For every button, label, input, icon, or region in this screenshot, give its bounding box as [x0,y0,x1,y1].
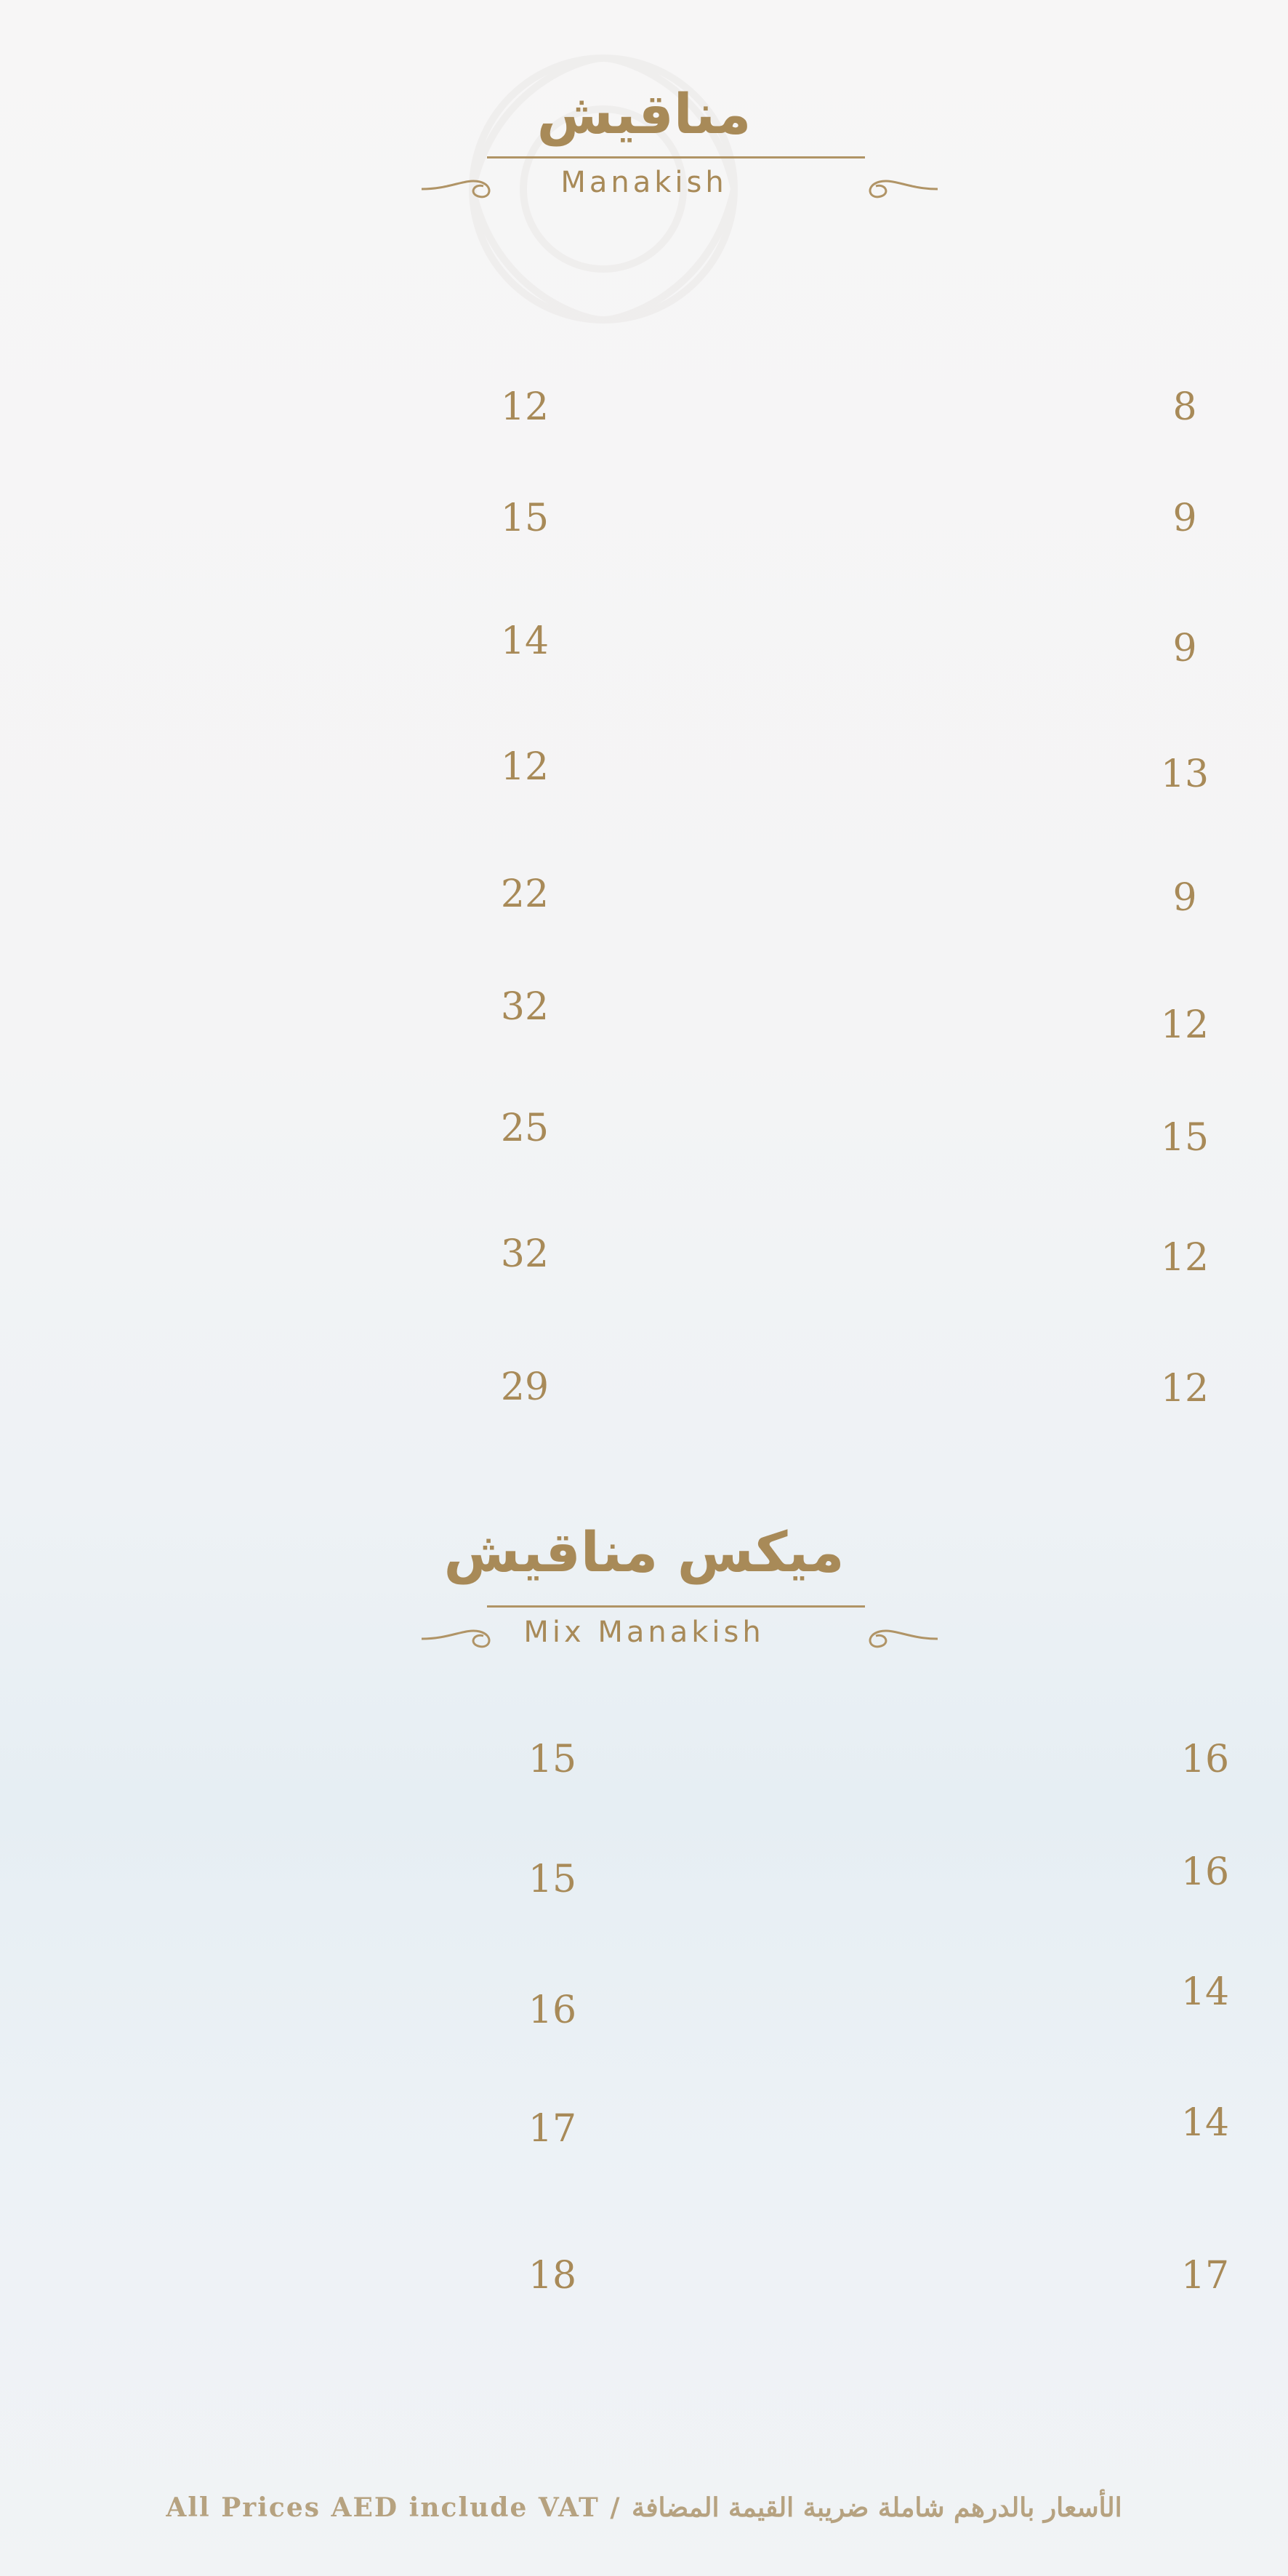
section-subtitle-en: Manakish [560,166,728,199]
item-price: 29 [500,1365,550,1409]
right-swirl-ornament [858,1624,938,1653]
right-swirl-ornament [858,174,938,204]
left-swirl-ornament [422,174,502,204]
section-title-ar: مناقيش [536,81,752,146]
item-price: 14 [1180,1970,1230,2014]
item-price: 16 [1180,1738,1230,1781]
title-divider [487,156,865,159]
item-price: 25 [500,1107,550,1150]
item-price: 9 [1172,627,1197,670]
title-divider [487,1605,865,1608]
item-price: 17 [1180,2254,1230,2298]
floral-background-ornament [276,0,930,436]
item-price: 9 [1172,876,1197,920]
item-price: 32 [500,985,550,1029]
item-price: 18 [528,2254,577,2298]
item-price: 13 [1160,753,1209,796]
item-price: 16 [1180,1850,1230,1894]
section-title-mix-manakish [0,1520,1288,1585]
item-price: 14 [1180,2101,1230,2145]
section-title-ar: ميكس مناقيش [443,1520,845,1584]
item-price: 15 [1160,1116,1209,1160]
section-subtitle-en: Mix Manakish [523,1616,765,1649]
item-price: 22 [500,872,550,916]
item-price: 12 [500,745,550,789]
item-price: 15 [528,1858,577,1901]
item-price: 12 [500,385,550,429]
item-price: 12 [1160,1367,1209,1411]
item-price: 16 [528,1989,577,2032]
item-price: 9 [1172,497,1197,540]
section-title-manakish [0,81,1288,147]
vat-notice: All Prices AED include VAT / الأسعار بالدرهم شاملة ضريبة القيمة المضافة [166,2492,1122,2523]
item-price: 15 [528,1738,577,1781]
item-price: 32 [500,1232,550,1276]
item-price: 8 [1172,385,1197,429]
item-price: 15 [500,497,550,540]
item-price: 17 [528,2107,577,2151]
item-price: 12 [1160,1236,1209,1280]
item-price: 12 [1160,1003,1209,1047]
item-price: 14 [500,619,550,663]
left-swirl-ornament [422,1624,502,1653]
